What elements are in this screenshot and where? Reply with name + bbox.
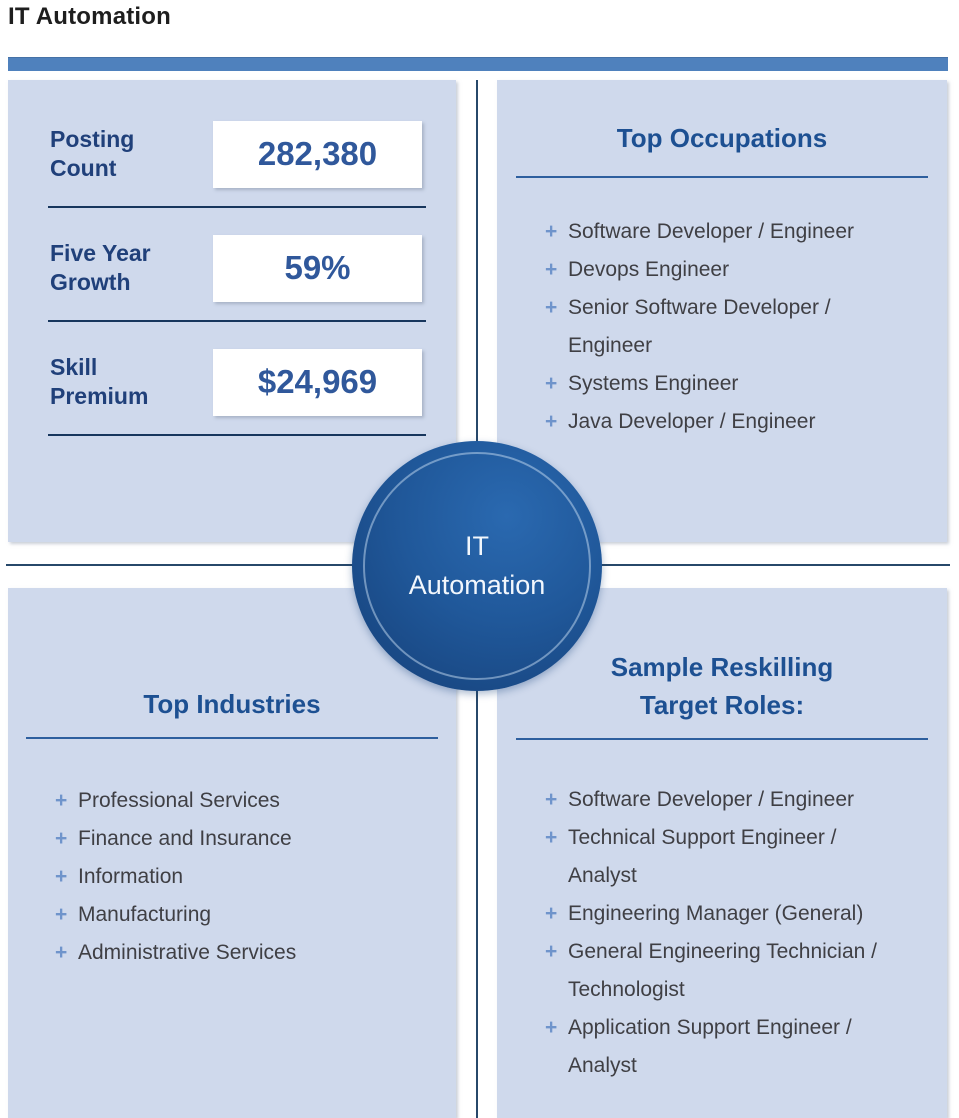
top-occupations-panel — [497, 80, 947, 542]
plus-bullet-icon: + — [545, 940, 558, 963]
center-badge-label-line1: IT — [465, 531, 489, 561]
reskilling-role-label: Application Support Engineer / Analyst — [568, 1016, 852, 1077]
plus-bullet-icon: + — [545, 220, 558, 243]
plus-bullet-icon: + — [55, 789, 68, 812]
industry-item-label: Professional Services — [78, 789, 280, 812]
stat-row-skill-premium — [50, 348, 422, 416]
occupation-item — [545, 365, 927, 403]
occupation-item-label: Senior Software Developer / Engineer — [568, 296, 831, 357]
plus-bullet-icon: + — [545, 788, 558, 811]
reskilling-role-item — [545, 933, 927, 1009]
plus-bullet-icon: + — [55, 827, 68, 850]
occupation-item — [545, 251, 927, 289]
top-industries-list — [8, 782, 456, 972]
page-title: IT Automation — [8, 3, 172, 30]
plus-bullet-icon: + — [55, 865, 68, 888]
industry-item-label: Manufacturing — [78, 903, 212, 926]
industry-item-label: Administrative Services — [78, 941, 297, 964]
stat-divider — [48, 434, 426, 436]
heading-underline — [516, 738, 928, 740]
stat-label: Five Year Growth — [50, 240, 151, 295]
stat-value: 282,380 — [257, 135, 378, 172]
plus-bullet-icon: + — [55, 941, 68, 964]
stat-value: $24,969 — [257, 363, 378, 400]
industry-item — [55, 934, 436, 972]
stat-value-box — [213, 349, 422, 416]
plus-bullet-icon: + — [545, 826, 558, 849]
industry-item-label: Finance and Insurance — [78, 827, 292, 850]
industry-item-label: Information — [78, 865, 184, 888]
reskilling-roles-heading: Sample Reskilling Target Roles: — [610, 652, 834, 720]
occupation-item-label: Systems Engineer — [568, 372, 739, 395]
stat-value-box — [213, 235, 422, 302]
reskilling-role-item — [545, 1009, 927, 1085]
reskilling-role-label: Software Developer / Engineer — [568, 788, 854, 811]
reskilling-role-item — [545, 781, 927, 819]
industry-item — [55, 858, 436, 896]
plus-bullet-icon: + — [545, 258, 558, 281]
plus-bullet-icon: + — [545, 1016, 558, 1039]
occupation-item-label: Devops Engineer — [568, 258, 730, 281]
center-badge — [352, 441, 602, 691]
top-occupations-list — [497, 213, 947, 441]
reskilling-role-label: Engineering Manager (General) — [568, 902, 864, 925]
reskilling-role-item — [545, 819, 927, 895]
reskilling-role-label: General Engineering Technician / Technologist — [568, 940, 877, 1001]
reskilling-role-item — [545, 895, 927, 933]
industry-item — [55, 896, 436, 934]
occupation-item — [545, 213, 927, 251]
reskilling-role-label: Technical Support Engineer / Analyst — [568, 826, 837, 887]
industry-item — [55, 820, 436, 858]
stat-divider — [48, 206, 426, 208]
plus-bullet-icon: + — [545, 296, 558, 319]
stats-panel — [8, 80, 456, 542]
plus-bullet-icon: + — [55, 903, 68, 926]
reskilling-roles-panel — [497, 588, 947, 1118]
center-badge-label — [409, 527, 546, 605]
occupation-item-label: Java Developer / Engineer — [568, 410, 816, 433]
heading-underline — [516, 176, 928, 178]
stat-label: Skill Premium — [50, 354, 149, 409]
occupation-item-label: Software Developer / Engineer — [568, 220, 854, 243]
plus-bullet-icon: + — [545, 902, 558, 925]
occupation-item — [545, 289, 927, 365]
stat-value: 59% — [284, 249, 351, 286]
stat-row-five-year-growth — [50, 234, 422, 302]
heading-underline — [26, 737, 438, 739]
center-badge-label-line2: Automation — [408, 570, 546, 600]
plus-bullet-icon: + — [545, 372, 558, 395]
reskilling-roles-list — [497, 781, 947, 1085]
accent-bar — [8, 57, 948, 71]
stat-divider — [48, 320, 426, 322]
stat-value-box — [213, 121, 422, 188]
top-industries-panel — [8, 588, 456, 1118]
stat-row-posting-count — [50, 120, 422, 188]
plus-bullet-icon: + — [545, 410, 558, 433]
industry-item — [55, 782, 436, 820]
top-occupations-heading: Top Occupations — [616, 123, 828, 153]
occupation-item — [545, 403, 927, 441]
top-industries-heading: Top Industries — [143, 689, 321, 719]
stat-label: Posting Count — [50, 126, 135, 181]
